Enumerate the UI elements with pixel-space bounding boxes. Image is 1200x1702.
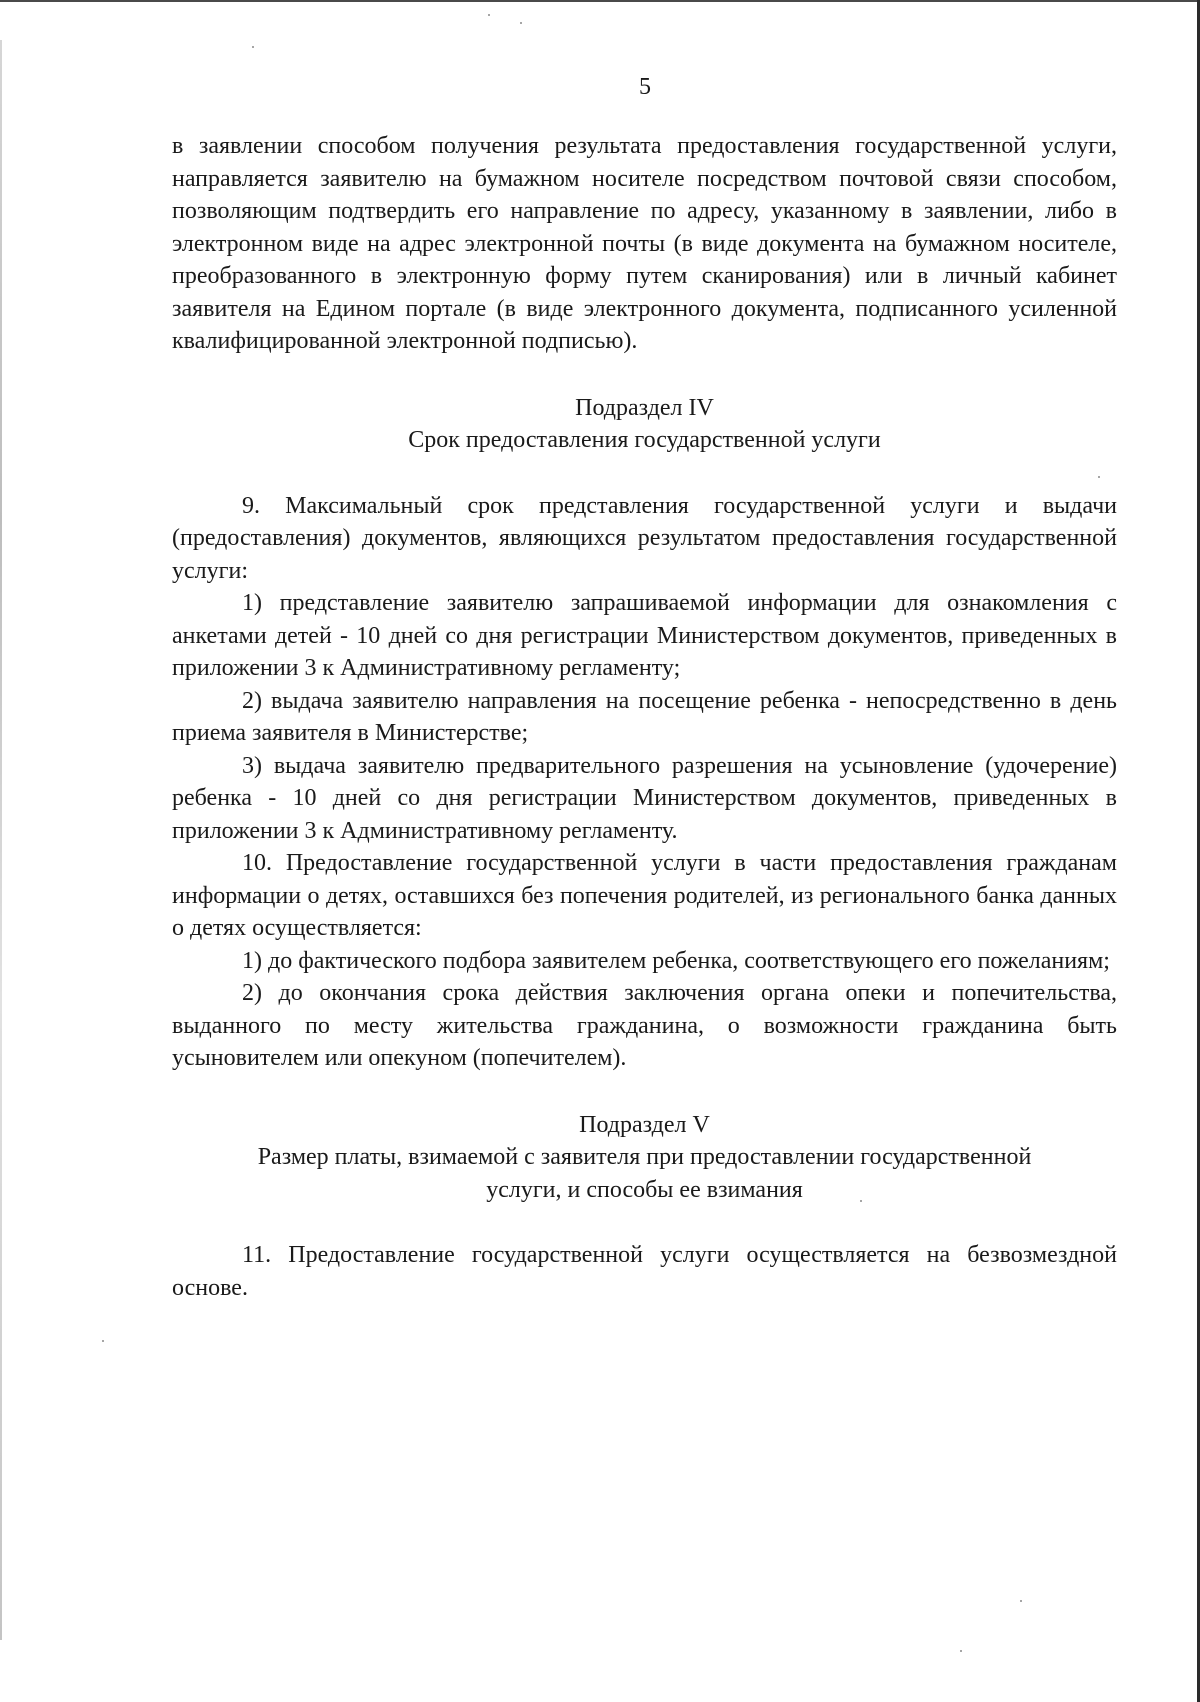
page-number: 5 [639, 74, 651, 100]
clause-10: 10. Предоставление государственной услуги в части предоставления гражданам информации о детях, оставшихся без попечения родителей, из регионального банка данных о детях осуществляется: [172, 850, 1117, 941]
scan-edge-left [0, 40, 2, 1640]
spacer [172, 1206, 1117, 1239]
spacer [172, 457, 1117, 490]
subsection-5-title-line-1: Размер платы, взимаемой с заявителя при предоставлении государственной [257, 1144, 1032, 1170]
document-body [172, 130, 1117, 1304]
scan-speck [488, 14, 490, 16]
clause-9-item-3: 3) выдача заявителю предварительного разрешения на усыновление (удочерение) ребенка - 10 дней со дня регистрации Министерством документов, приведенных в приложении 3 к Административному регламенту. [172, 752, 1117, 844]
scan-speck [252, 46, 254, 48]
scan-speck [960, 1650, 962, 1652]
scan-edge-top [0, 0, 1200, 2]
scan-speck [1098, 476, 1100, 478]
subsection-4-title: Срок предоставления государственной услуги [408, 427, 881, 453]
subsection-4-heading: Подраздел IV [575, 394, 714, 421]
clause-9-item-1: 1) представление заявителю запрашиваемой информации для ознакомления с анкетами детей - 10 дней со дня регистрации Министерством документов, приведенных в приложении 3 к Административному регламенту; [172, 590, 1117, 681]
subsection-5-heading: Подраздел V [579, 1111, 710, 1138]
subsection-5-title-line-2: услуги, и способы ее взимания [486, 1176, 803, 1203]
clause-9: 9. Максимальный срок представления государственной услуги и выдачи (предоставления) документов, являющихся результатом предоставления государственной услуги: [172, 492, 1117, 584]
scan-speck [520, 22, 522, 24]
scan-speck [860, 1200, 862, 1202]
clause-10-item-2: 2) до окончания срока действия заключения органа опеки и попечительства, выданного по месту жительства гражданина, о возможности гражданина быть усыновителем или опекуном (попечителем). [172, 980, 1117, 1071]
scan-speck [1020, 1600, 1022, 1602]
spacer [172, 1075, 1117, 1109]
clause-11: 11. Предоставление государственной услуги осуществляется на безвозмездной основе. [172, 1242, 1117, 1301]
intro-paragraph: в заявлении способом получения результата предоставления государственной услуги, направляется заявителю на бумажном носителе посредством почтовой связи способом, позволяющим подтвердить его направление по адресу, указанному в заявлении, либо в электронном виде на адрес электронной почты (в виде документа на бумажном носителе, преобразованного в электронную форму путем сканирования) или в личный кабинет заявителя на Едином портале (в виде электронного документа, подписанного усиленной квалифицированной электронной подписью). [172, 133, 1117, 354]
scan-speck [102, 1340, 104, 1342]
clause-10-item-1: 1) до фактического подбора заявителем ребенка, соответствующего его пожеланиям; [242, 947, 1110, 974]
spacer [172, 358, 1117, 392]
clause-9-item-2: 2) выдача заявителю направления на посещение ребенка - непосредственно в день приема заявителя в Министерстве; [172, 687, 1117, 746]
